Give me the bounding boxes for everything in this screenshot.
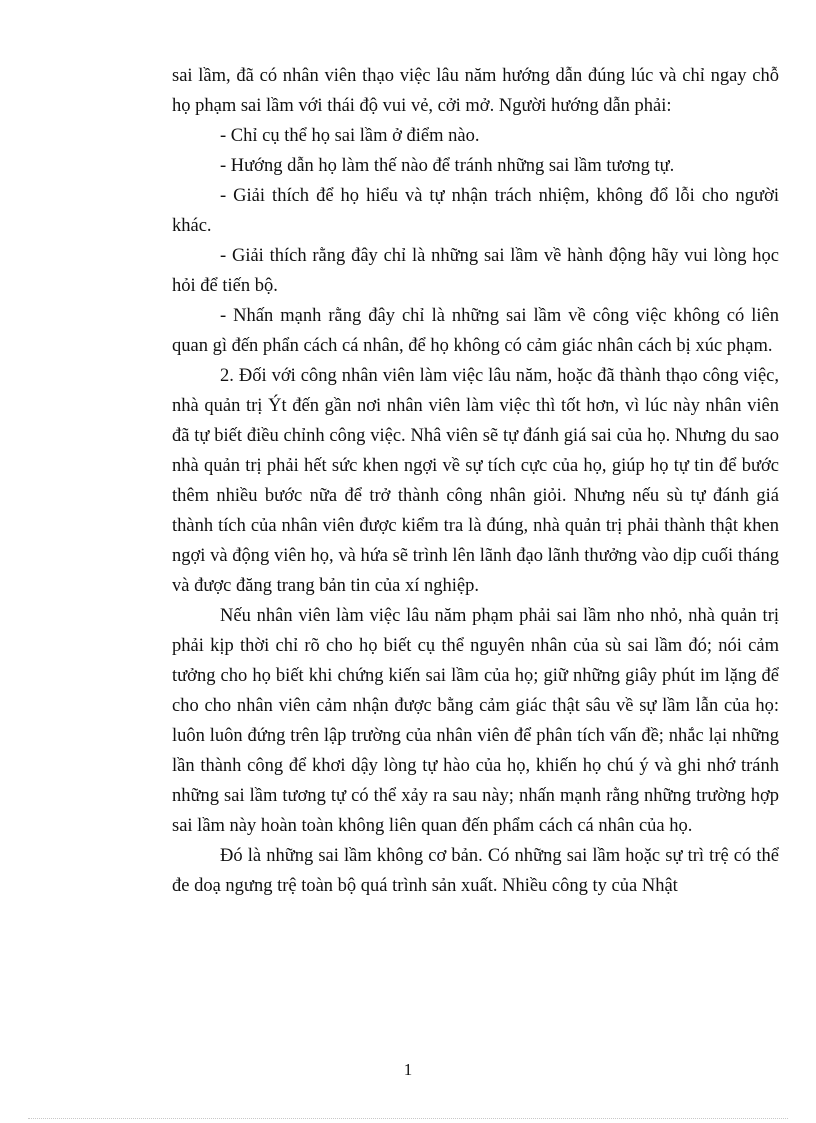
bullet-item: - Nhấn mạnh rằng đây chỉ là những sai lầm về công việc không có liên quan gì đến phẩn cách cá nhân, để họ không có cảm giác nhân cách bị xúc phạm. [172, 306, 779, 356]
bullet-item: - Hướng dẫn họ làm thế nào để tránh những sai lầm tương tự. [220, 156, 675, 176]
page-number: 1 [403, 1060, 413, 1079]
bullet-item: - Chỉ cụ thể họ sai lầm ở điểm nào. [220, 126, 480, 146]
paragraph-experienced-staff: 2. Đối với công nhân viên làm việc lâu năm, hoặc đã thành thạo công việc, nhà quản trị Ýt đến gần nơi nhân viên làm việc thì tốt hơn, vì lúc này nhân viên đã tự biết điều chỉnh công việc. Nhâ viên sẽ tự đánh giá sai của họ. Nhưng du sao nhà quản trị phải hết sức khen ngợi về sự tích cực của họ, giúp họ tự tin để bước thêm nhiều bước nữa để trở thành công nhân giỏi. Nhưng nếu sù tự đánh giá thành tích của nhân viên được kiểm tra là đúng, nhà quản trị phải thành thật khen ngợi và động viên họ, và hứa sẽ trình lên lãnh đạo lãnh thưởng vào dịp cuối tháng và được đăng trang bản tin của xí nghiệp. [172, 366, 779, 596]
bullet-item: - Giải thích rằng đây chỉ là những sai lầm về hành động hãy vui lòng học hỏi để tiến bộ. [172, 246, 779, 296]
document-body [172, 61, 779, 901]
paragraph-non-basic-mistakes: Đó là những sai lầm không cơ bản. Có những sai lầm hoặc sự trì trệ có thể đe doạ ngưng trệ toàn bộ quá trình sản xuất. Nhiều công ty của Nhật [172, 846, 779, 896]
page-bottom-divider [28, 1118, 788, 1119]
paragraph-continuation: sai lầm, đã có nhân viên thạo việc lâu năm hướng dẫn đúng lúc và chỉ ngay chỗ họ phạm sai lầm với thái độ vui vẻ, cởi mở. Người hướng dẫn phải: [172, 66, 779, 116]
bullet-item: - Giải thích để họ hiểu và tự nhận trách nhiệm, không đổ lỗi cho người khác. [172, 186, 779, 236]
paragraph-minor-mistakes: Nếu nhân viên làm việc lâu năm phạm phải sai lầm nho nhỏ, nhà quản trị phải kịp thời chỉ rõ cho họ biết cụ thể nguyên nhân của sù sai lầm đó; nói cảm tưởng cho họ biết khi chứng kiến sai lầm của họ; giữ những giây phút im lặng để cho cho nhân viên cảm nhận được bằng cảm giác thật sâu về sự lầm lẫn của họ: luôn luôn đứng trên lập trường của nhân viên để phân tích vấn đề; nhắc lại những lần thành công để khơi dậy lòng tự hào của họ, khiến họ chú ý và ghi nhớ tránh những sai lầm tương tự có thể xảy ra sau này; nhấn mạnh rằng những trường hợp sai lầm này hoàn toàn không liên quan đến phẩm cách cá nhân của họ. [172, 606, 779, 836]
